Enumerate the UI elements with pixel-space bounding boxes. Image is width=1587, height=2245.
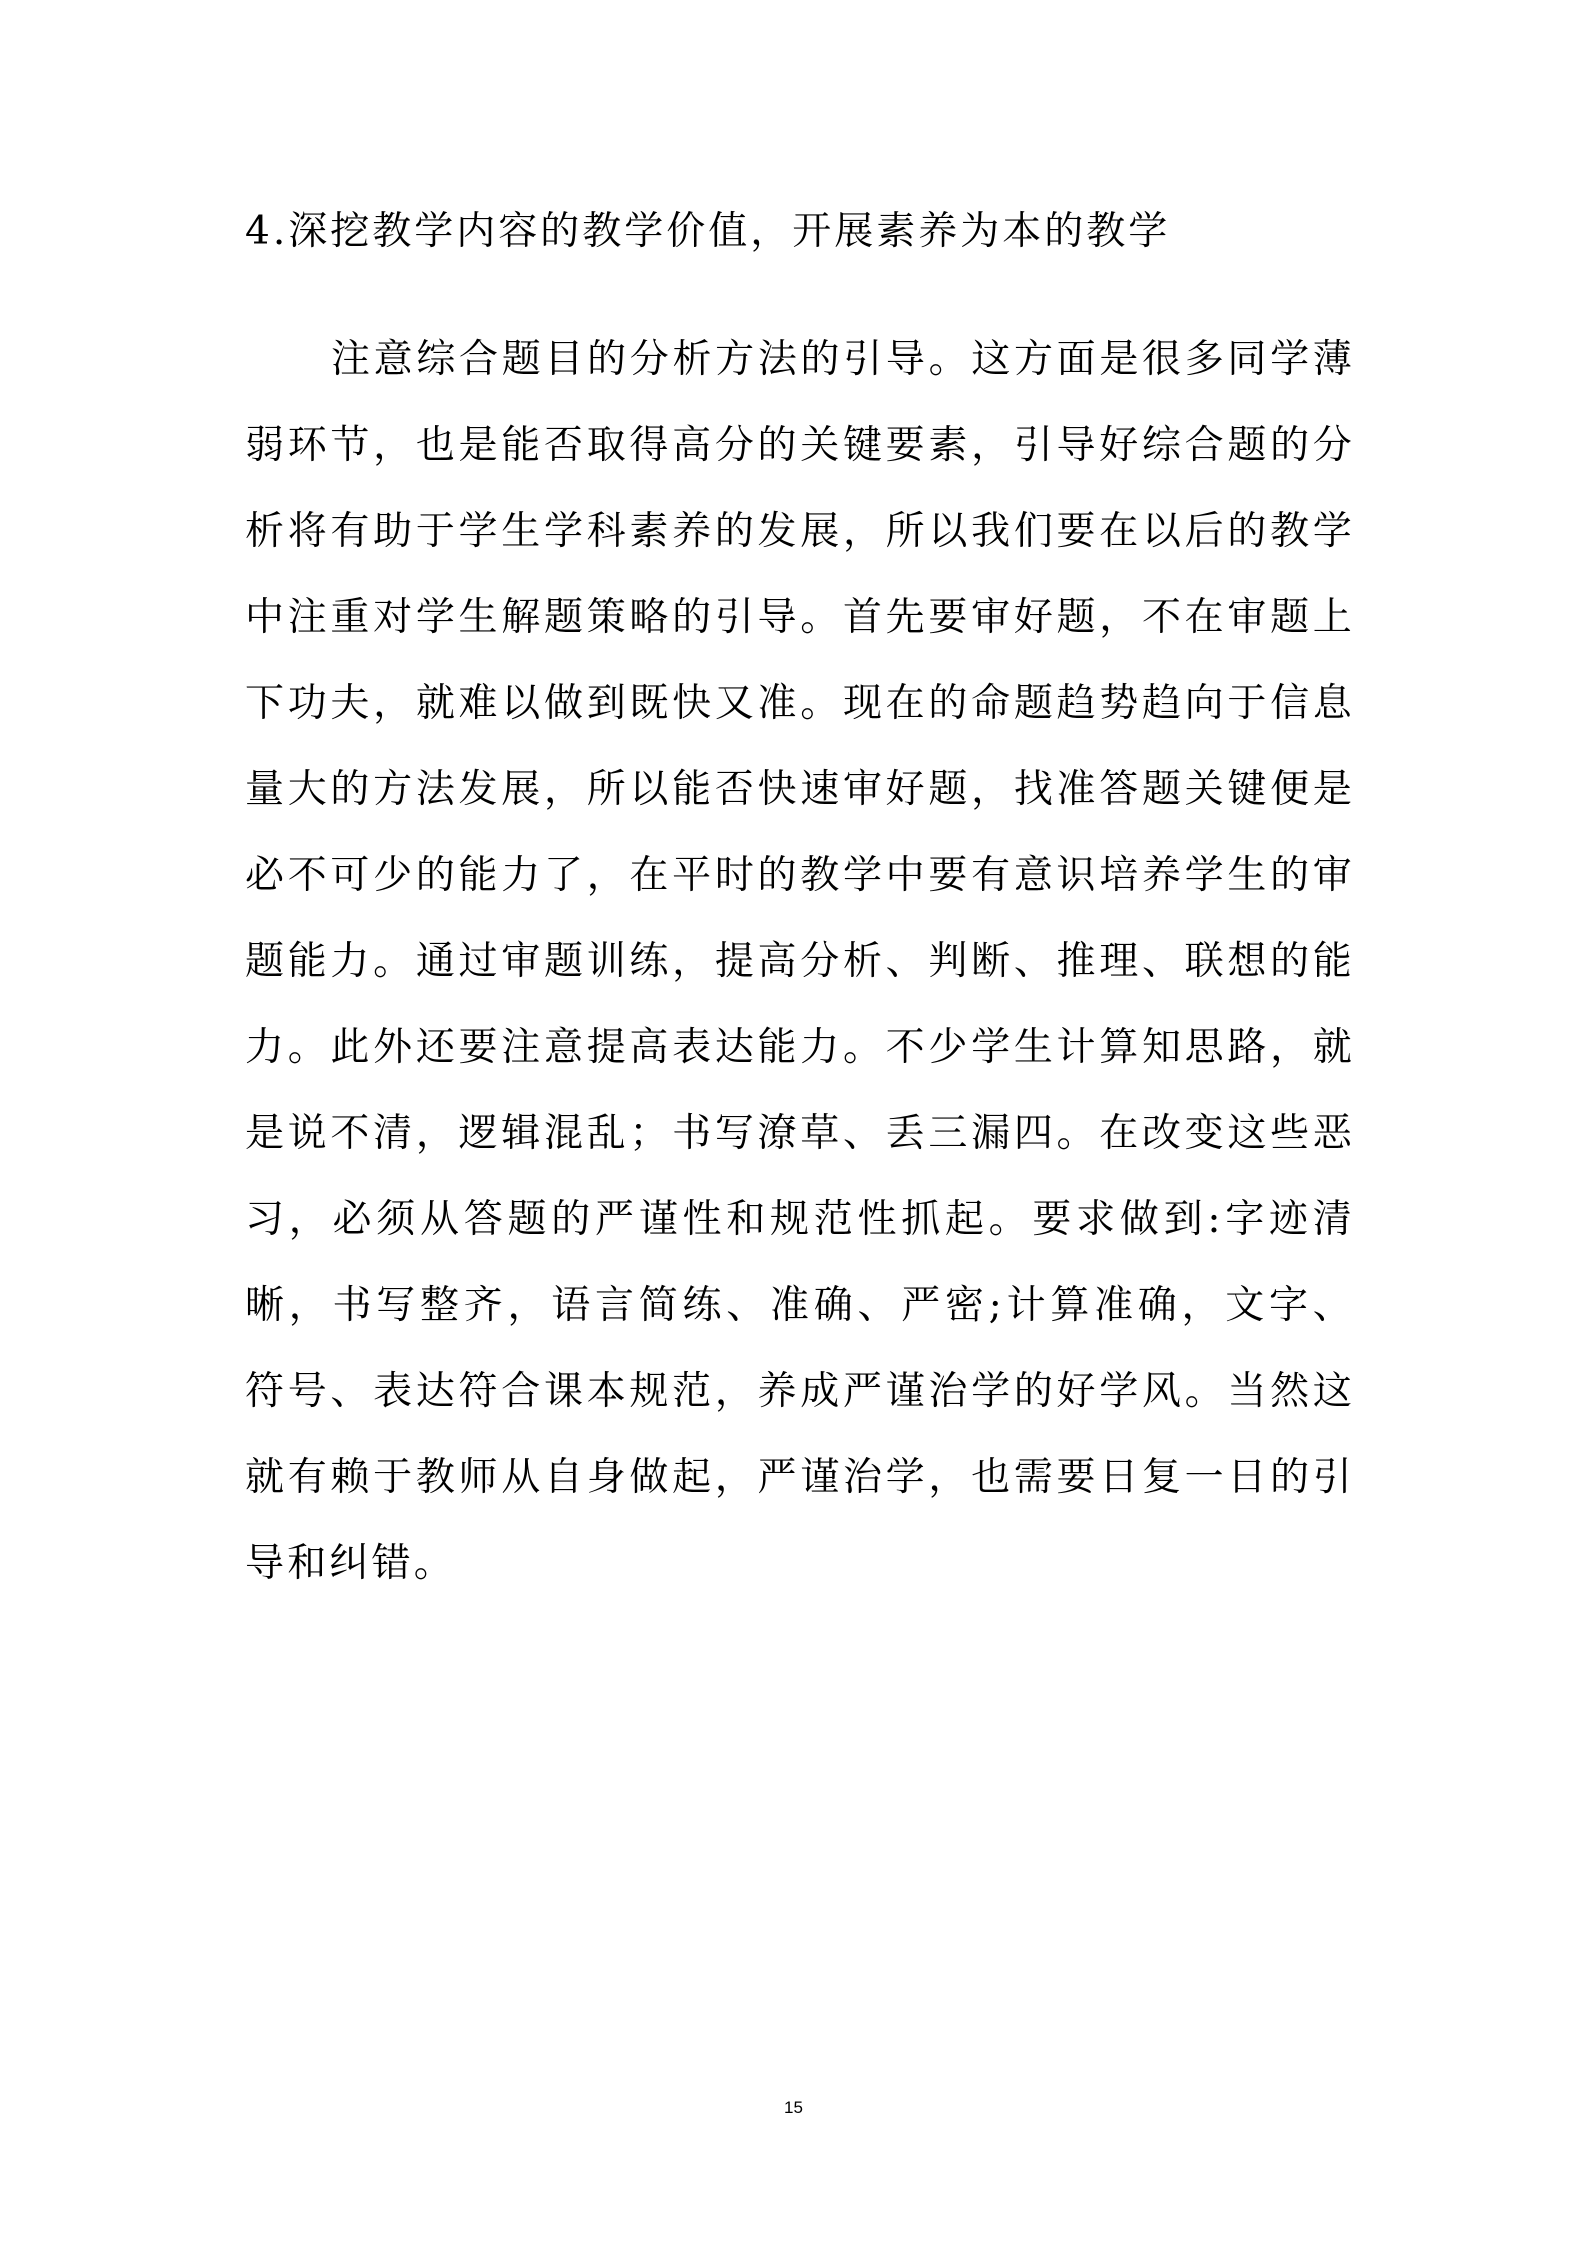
section-heading: 4.深挖教学内容的教学价值，开展素养为本的教学 [245,209,1171,254]
page-number: 15 [784,2098,803,2117]
body-paragraph: 注意综合题目的分析方法的引导。这方面是很多同学薄弱环节，也是能否取得高分的关键要素，引导好综合题的分析将有助于学生学科素养的发展，所以我们要在以后的教学中注重对学生解题策略的引导。首先要审好题，不在审题上下功夫，就难以做到既快又准。现在的命题趋势趋向于信息量大的方法发展，所以能否快速审好题，找准答题关键便是必不可少的能力了，在平时的教学中要有意识培养学生的审题能力。通过审题训练，提高分析、判断、推理、联想的能力。此外还要注意提高表达能力。不少学生计算知思路，就是说不清，逻辑混乱；书写潦草、丢三漏四。在改变这些恶习，必须从答题的严谨性和规范性抓起。要求做到:字迹清晰，书写整齐，语言简练、准确、严密;计算准确，文字、符号、表达符合课本规范，养成严谨治学的好学风。当然这就有赖于教师从自身做起，严谨治学，也需要日复一日的引导和纠错。 [245,337,1355,1586]
